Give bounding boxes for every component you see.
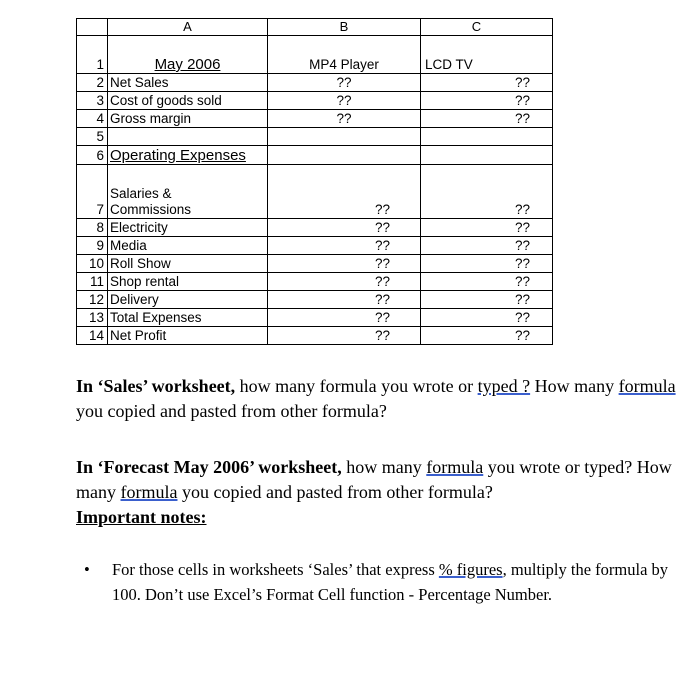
spacer-row <box>77 36 553 54</box>
blank-cell <box>108 36 268 54</box>
sales-worksheet-label: In ‘Sales’ worksheet, <box>76 376 236 396</box>
cell-value-b: ?? <box>268 291 421 309</box>
row-label: Shop rental <box>108 273 268 291</box>
cell-value-c: ?? <box>421 219 553 237</box>
cell-value-c <box>421 128 553 146</box>
cell-value-c: ?? <box>421 327 553 345</box>
cell-value-b: ?? <box>268 309 421 327</box>
spreadsheet-table <box>76 18 553 345</box>
row-number: 6 <box>77 146 108 165</box>
column-header-c: C <box>421 19 553 36</box>
row-label: Net Profit <box>108 327 268 345</box>
row-number: 2 <box>77 74 108 92</box>
blank-cell <box>421 165 553 183</box>
cell-value-b <box>268 146 421 165</box>
row-label-line2: Commissions <box>110 202 192 217</box>
sheet-title: May 2006 <box>108 53 268 74</box>
cell-value-c: ?? <box>421 92 553 110</box>
cell-value-b: ?? <box>268 237 421 255</box>
table-row <box>77 309 553 327</box>
cell-value-b: ?? <box>268 327 421 345</box>
spellcheck-word: formula <box>120 482 178 502</box>
text-span: , multiply the formula by 100. Don’t use Excel’s Format Cell function - Percentage Number. <box>112 560 669 604</box>
row-number: 12 <box>77 291 108 309</box>
question-paragraph-2 <box>76 455 676 505</box>
spellcheck-word: formula <box>618 376 676 396</box>
corner-cell <box>77 19 108 36</box>
table-row <box>77 273 553 291</box>
cell-value-b: ?? <box>268 219 421 237</box>
cell-value-b: ?? <box>268 273 421 291</box>
text-span: you wrote or typed? How many <box>76 457 672 502</box>
table-row <box>77 74 553 92</box>
column-header-row <box>77 19 553 36</box>
cell-value-c <box>421 146 553 165</box>
text-span: How many <box>530 376 619 396</box>
row-label: Electricity <box>108 219 268 237</box>
cell-value-c: ?? <box>421 74 553 92</box>
text-span: you copied and pasted from other formula? <box>76 401 387 421</box>
cell-value-b: ?? <box>268 110 421 128</box>
text-span: how many formula you wrote or <box>235 376 478 396</box>
row-number: 1 <box>77 53 108 74</box>
row-number: 5 <box>77 128 108 146</box>
section-heading: Operating Expenses <box>108 146 268 165</box>
table-row <box>77 291 553 309</box>
cell-value-b: ?? <box>268 182 421 219</box>
note-text <box>112 557 672 607</box>
table-row <box>77 182 553 219</box>
cell-value-c: ?? <box>421 182 553 219</box>
row-number: 11 <box>77 273 108 291</box>
col-b-title: MP4 Player <box>268 53 421 74</box>
cell-value-b: ?? <box>268 255 421 273</box>
forecast-worksheet-label: In ‘Forecast May 2006’ worksheet, <box>76 457 342 477</box>
important-notes-heading: Important notes: <box>76 507 207 527</box>
row-label: Roll Show <box>108 255 268 273</box>
table-row <box>77 110 553 128</box>
cell-value-c: ?? <box>421 273 553 291</box>
row-label: Cost of goods sold <box>108 92 268 110</box>
spellcheck-word: formula <box>426 457 484 477</box>
table-row <box>77 92 553 110</box>
cell-value-b: ?? <box>268 92 421 110</box>
text-span: how many <box>341 457 427 477</box>
text-span: For those cells in worksheets ‘Sales’ that express <box>112 560 439 579</box>
blank-cell <box>108 165 268 183</box>
table-row <box>77 327 553 345</box>
blank-cell <box>268 165 421 183</box>
table-row <box>77 237 553 255</box>
table-row <box>77 255 553 273</box>
row-num-cell <box>77 36 108 54</box>
cell-value-c: ?? <box>421 237 553 255</box>
cell-value-c: ?? <box>421 255 553 273</box>
row-number: 4 <box>77 110 108 128</box>
row-number: 9 <box>77 237 108 255</box>
row-label: Net Sales <box>108 74 268 92</box>
row-number: 8 <box>77 219 108 237</box>
cell-value-b <box>268 128 421 146</box>
row-number: 13 <box>77 309 108 327</box>
row-number: 10 <box>77 255 108 273</box>
column-header-a: A <box>108 19 268 36</box>
question-paragraph-1 <box>76 374 676 424</box>
cell-value-c: ?? <box>421 309 553 327</box>
table-row <box>77 146 553 165</box>
spellcheck-word: typed ? <box>477 376 531 396</box>
table-row <box>77 53 553 74</box>
row-number: 14 <box>77 327 108 345</box>
row-number: 7 <box>77 182 108 219</box>
col-c-title: LCD TV <box>421 53 553 74</box>
row-label <box>108 182 268 219</box>
row-label: Total Expenses <box>108 309 268 327</box>
row-number: 3 <box>77 92 108 110</box>
row-label <box>108 128 268 146</box>
row-label: Gross margin <box>108 110 268 128</box>
blank-cell <box>268 36 421 54</box>
text-span: you copied and pasted from other formula? <box>177 482 493 502</box>
table-row <box>77 219 553 237</box>
row-label: Delivery <box>108 291 268 309</box>
row-num-cell <box>77 165 108 183</box>
row-label-line1: Salaries & <box>110 186 172 201</box>
spacer-row <box>77 165 553 183</box>
spellcheck-word: % figures <box>438 560 503 579</box>
bullet-icon: • <box>84 560 90 579</box>
row-label: Media <box>108 237 268 255</box>
cell-value-c: ?? <box>421 291 553 309</box>
table-row <box>77 128 553 146</box>
blank-cell <box>421 36 553 54</box>
column-header-b: B <box>268 19 421 36</box>
cell-value-b: ?? <box>268 74 421 92</box>
cell-value-c: ?? <box>421 110 553 128</box>
